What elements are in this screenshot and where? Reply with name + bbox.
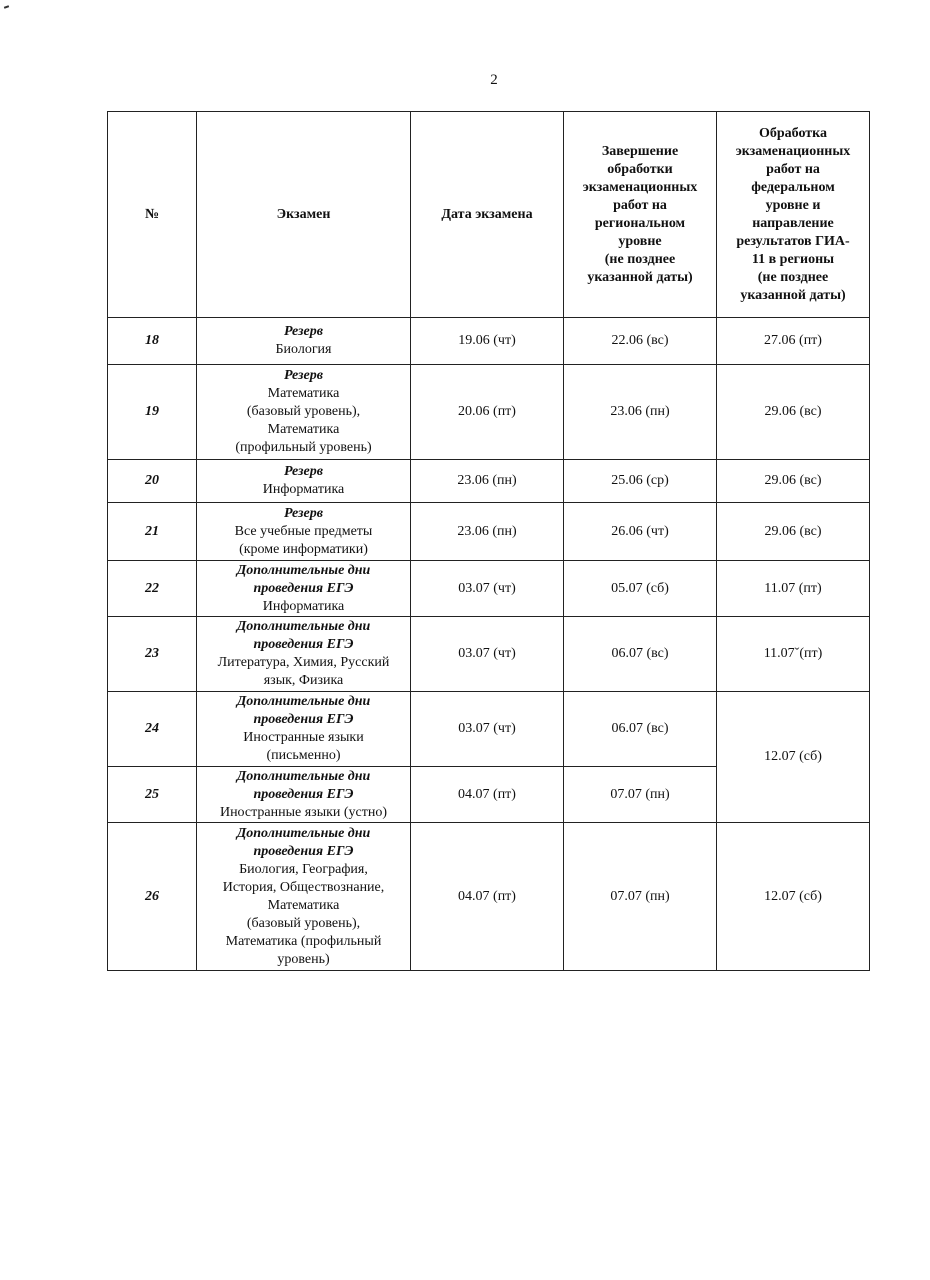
exam-category: Резерв (283, 324, 323, 339)
exam-subject: Математика (базовый уровень), Математика (профильный уровень) (235, 386, 372, 455)
header-regional-text: Завершение обработки экзаменационных работ на региональном уровне (не позднее указанной даты) (582, 143, 698, 285)
exam-cell (197, 365, 411, 460)
federal-deadline: 29.06 (вс) (717, 365, 870, 460)
table-row (108, 460, 870, 503)
regional-deadline: 06.07 (вс) (564, 617, 717, 692)
exam-date: 20.06 (пт) (411, 365, 564, 460)
row-num: 21 (108, 503, 197, 561)
exam-cell (197, 617, 411, 692)
row-num: 20 (108, 460, 197, 503)
exam-date: 04.07 (пт) (411, 823, 564, 971)
federal-deadline: 12.07 (сб) (717, 823, 870, 971)
regional-deadline: 06.07 (вс) (564, 692, 717, 767)
exam-subject: Все учебные предметы (кроме информатики) (234, 523, 373, 557)
exam-date: 03.07 (чт) (411, 692, 564, 767)
table-row (108, 692, 870, 767)
federal-deadline: 29.06 (вс) (717, 460, 870, 503)
exam-cell (197, 767, 411, 823)
row-num: 26 (108, 823, 197, 971)
exam-category: Дополнительные дни проведения ЕГЭ (236, 768, 371, 802)
exam-category: Резерв (283, 464, 323, 479)
exam-subject: Информатика (262, 482, 345, 497)
regional-deadline: 23.06 (пн) (564, 365, 717, 460)
header-date: Дата экзамена (411, 112, 564, 318)
exam-subject: Иностранные языки (устно) (219, 804, 388, 820)
table-row (108, 561, 870, 617)
header-federal (717, 112, 870, 318)
federal-deadline: 27.06 (пт) (717, 318, 870, 365)
exam-date: 23.06 (пн) (411, 503, 564, 561)
table-row (108, 617, 870, 692)
row-num: 23 (108, 617, 197, 692)
table-row (108, 503, 870, 561)
exam-date: 19.06 (чт) (411, 318, 564, 365)
exam-date: 23.06 (пн) (411, 460, 564, 503)
federal-deadline: 11.07 (пт) (717, 561, 870, 617)
exam-cell (197, 823, 411, 971)
regional-deadline: 26.06 (чт) (564, 503, 717, 561)
row-num: 25 (108, 767, 197, 823)
row-num: 24 (108, 692, 197, 767)
table-row (108, 365, 870, 460)
exam-category: Дополнительные дни проведения ЕГЭ (236, 694, 371, 727)
exam-date: 03.07 (чт) (411, 617, 564, 692)
exam-subject: Информатика (262, 598, 345, 614)
exam-category: Дополнительные дни проведения ЕГЭ (236, 825, 371, 859)
regional-deadline: 05.07 (сб) (564, 561, 717, 617)
exam-subject: Литература, Химия, Русский язык, Физика (217, 655, 390, 688)
table-header-row (108, 112, 870, 318)
exam-schedule-table (107, 111, 870, 971)
page-number: 2 (490, 72, 498, 88)
exam-date: 04.07 (пт) (411, 767, 564, 823)
exam-cell (197, 460, 411, 503)
row-num: 19 (108, 365, 197, 460)
row-num: 18 (108, 318, 197, 365)
table-row (108, 823, 870, 971)
exam-category: Резерв (283, 368, 323, 383)
exam-category: Резерв (283, 505, 323, 521)
exam-subject: Биология, География, История, Обществознание, Математика (базовый уровень), Математика (профильный уровень) (222, 861, 385, 967)
exam-subject: Иностранные языки (письменно) (243, 730, 364, 763)
exam-cell (197, 692, 411, 767)
federal-deadline: 11.07ˇ(пт) (717, 617, 870, 692)
regional-deadline: 07.07 (пн) (564, 767, 717, 823)
federal-deadline: 12.07 (сб) (717, 692, 870, 823)
exam-cell (197, 318, 411, 365)
regional-deadline: 25.06 (ср) (564, 460, 717, 503)
header-exam: Экзамен (197, 112, 411, 318)
table-row (108, 318, 870, 365)
exam-date: 03.07 (чт) (411, 561, 564, 617)
exam-category: Дополнительные дни проведения ЕГЭ (236, 562, 371, 596)
scan-mark (4, 5, 9, 9)
federal-deadline: 29.06 (вс) (717, 503, 870, 561)
regional-deadline: 22.06 (вс) (564, 318, 717, 365)
exam-category: Дополнительные дни проведения ЕГЭ (236, 619, 371, 652)
header-num: № (108, 112, 197, 318)
exam-cell (197, 503, 411, 561)
row-num: 22 (108, 561, 197, 617)
header-regional (564, 112, 717, 318)
exam-cell (197, 561, 411, 617)
exam-subject: Биология (275, 342, 332, 357)
header-federal-text: Обработка экзаменационных работ на федеральном уровне и направление результатов ГИА- 11 в регионы (не позднее указанной даты) (735, 125, 851, 303)
regional-deadline: 07.07 (пн) (564, 823, 717, 971)
